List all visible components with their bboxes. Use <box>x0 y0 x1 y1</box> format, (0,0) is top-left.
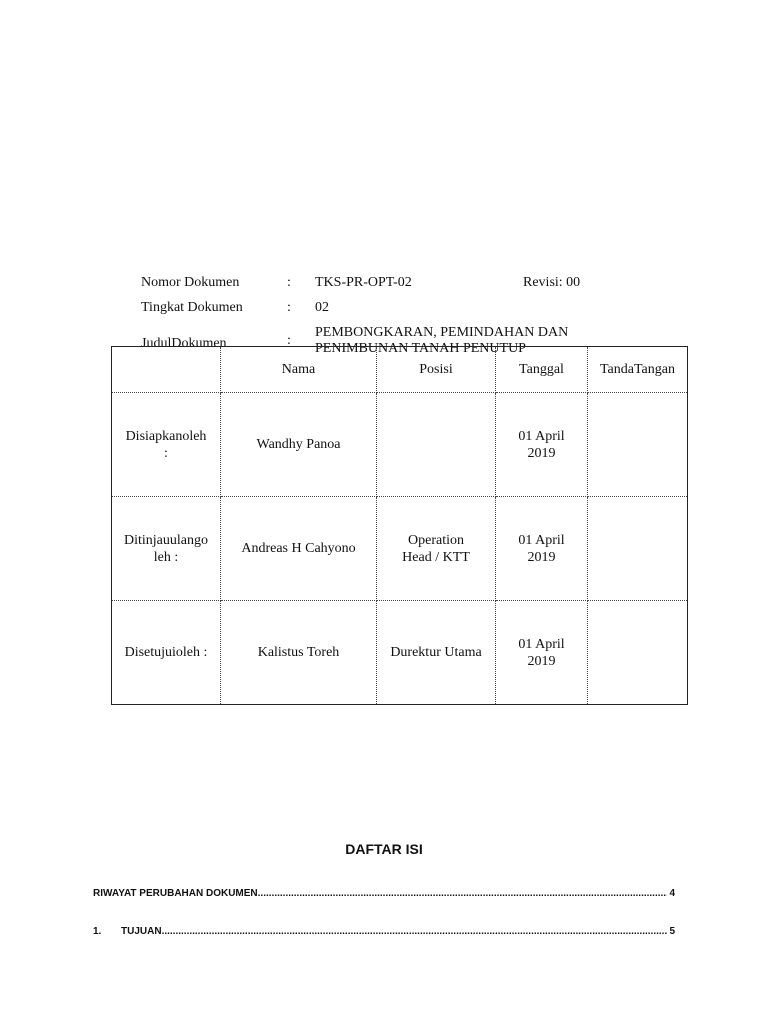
role-line1: Disetujuioleh : <box>124 645 208 660</box>
name-cell: Andreas H Cahyono <box>221 497 377 601</box>
header-cell-empty <box>112 347 221 393</box>
date-line1: 01 April <box>518 428 565 444</box>
judul-dokumen-label: JudulDokumen <box>141 336 227 351</box>
date-cell <box>496 393 588 497</box>
toc-entry-number: 1. <box>93 926 102 937</box>
position-line2: Head / KTT <box>402 549 470 565</box>
date-line1: 01 April <box>518 532 565 548</box>
approval-table <box>111 346 688 705</box>
signature-cell <box>588 393 688 497</box>
position-cell <box>377 497 496 601</box>
signature-cell <box>588 601 688 705</box>
position-line1: Durektur Utama <box>390 645 482 660</box>
name-cell: Kalistus Toreh <box>221 601 377 705</box>
toc-entry[interactable] <box>93 888 675 899</box>
tingkat-dokumen-colon: : <box>287 300 291 315</box>
signature-cell <box>588 497 688 601</box>
header-tanggal: Tanggal <box>496 347 588 393</box>
judul-dokumen-colon: : <box>287 333 291 348</box>
date-cell <box>496 497 588 601</box>
toc-entry-page: 4 <box>669 888 675 899</box>
nomor-dokumen-value: TKS-PR-OPT-02 <box>315 275 412 290</box>
toc-entry-text: RIWAYAT PERUBAHAN DOKUMEN <box>93 888 258 899</box>
date-line2: 2019 <box>527 445 556 461</box>
table-row <box>112 393 688 497</box>
role-line1: Ditinjauulango <box>124 532 208 548</box>
role-cell <box>112 601 221 705</box>
toc-entry-text: TUJUAN <box>121 926 162 937</box>
role-line2: : <box>164 445 168 461</box>
table-row <box>112 497 688 601</box>
date-cell <box>496 601 588 705</box>
toc-leader-dots <box>258 888 668 899</box>
toc-title: DAFTAR ISI <box>345 841 423 857</box>
revisi-value: Revisi: 00 <box>523 275 581 290</box>
table-header-row <box>112 347 688 393</box>
toc-entry-page: 5 <box>669 926 675 937</box>
judul-dokumen-line1: PEMBONGKARAN, PEMINDAHAN DAN <box>315 325 569 340</box>
header-nama: Nama <box>221 347 377 393</box>
judul-dokumen-line2: PENIMBUNAN TANAH PENUTUP <box>315 341 526 356</box>
tingkat-dokumen-value: 02 <box>315 300 329 315</box>
header-tanda-tangan: TandaTangan <box>588 347 688 393</box>
role-cell <box>112 393 221 497</box>
role-line1: Disiapkanoleh <box>125 428 207 444</box>
toc-entry[interactable] <box>93 926 675 937</box>
table-row <box>112 601 688 705</box>
role-line2: leh : <box>153 549 179 565</box>
position-line1: Operation <box>408 532 464 548</box>
position-cell <box>377 393 496 497</box>
position-cell <box>377 601 496 705</box>
tingkat-dokumen-label: Tingkat Dokumen <box>141 300 243 315</box>
nomor-dokumen-colon: : <box>287 275 291 290</box>
name-cell: Wandhy Panoa <box>221 393 377 497</box>
date-line2: 2019 <box>527 549 556 565</box>
header-posisi: Posisi <box>377 347 496 393</box>
role-cell <box>112 497 221 601</box>
toc-leader-dots <box>162 926 668 937</box>
date-line1: 01 April <box>518 636 565 652</box>
nomor-dokumen-label: Nomor Dokumen <box>141 275 240 290</box>
date-line2: 2019 <box>527 653 556 669</box>
